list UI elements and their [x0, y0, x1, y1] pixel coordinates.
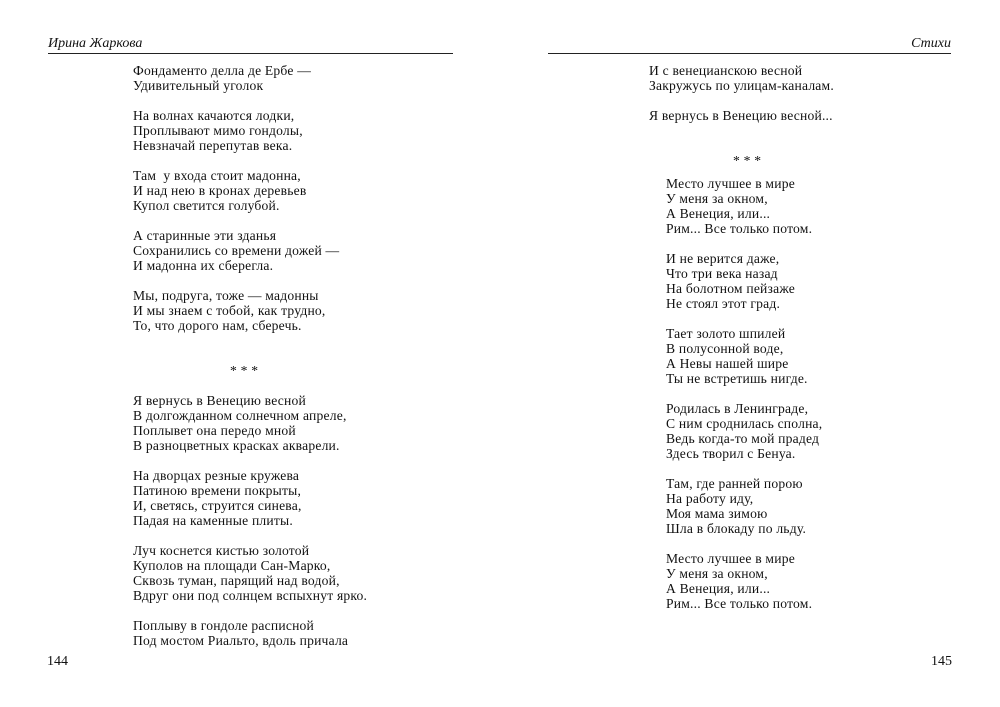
poem-line: И не верится даже,: [666, 251, 780, 266]
poem-line: Что три века назад: [666, 266, 778, 281]
poem-line: Мы, подруга, тоже — мадонны: [133, 288, 319, 303]
poem-line: С ним сроднилась сполна,: [666, 416, 823, 431]
poem-line: На болотном пейзаже: [666, 281, 795, 296]
poem-line: А Венеция, или...: [666, 581, 771, 596]
poem-line: Луч коснется кистью золотой: [133, 543, 310, 558]
poem-line: Родилась в Ленинграде,: [666, 401, 809, 416]
poem-line: И мадонна их сберегла.: [133, 258, 274, 273]
poem-line: Поплывет она передо мной: [133, 423, 296, 438]
poem-line: На работу иду,: [666, 491, 754, 506]
poem-line: Ты не встретишь нигде.: [666, 371, 808, 386]
poem-line: В разноцветных красках акварели.: [133, 438, 340, 453]
poem-return-to-venice-continued: [649, 63, 834, 123]
poem-line: Рим... Все только потом.: [666, 596, 813, 611]
poem-line: Под мостом Риальто, вдоль причала: [133, 633, 349, 648]
poem-line: Куполов на площади Сан-Марко,: [133, 558, 331, 573]
poem-line: Удивительный уголок: [133, 78, 264, 93]
poem-line: Не стоял этот град.: [666, 296, 781, 311]
poem-line: И с венецианскою весной: [649, 63, 803, 78]
poem-line: То, что дорого нам, сберечь.: [133, 318, 302, 333]
poem-line: И, светясь, струится синева,: [133, 498, 302, 513]
poem-line: Сквозь туман, парящий над водой,: [133, 573, 340, 588]
poem-line: Моя мама зимою: [666, 506, 768, 521]
left-page-text: [133, 63, 367, 648]
poem-line: Я вернусь в Венецию весной: [133, 393, 306, 408]
poem-line: И над нею в кронах деревьев: [133, 183, 307, 198]
section-divider-stars: * * *: [230, 363, 259, 378]
poem-line: Патиною времени покрыты,: [133, 483, 302, 498]
poem-line: А Венеция, или...: [666, 206, 771, 221]
poem-line: И мы знаем с тобой, как трудно,: [133, 303, 326, 318]
right-page-text: [649, 63, 834, 611]
poem-line: А Невы нашей шире: [666, 356, 789, 371]
poem-line: Место лучшее в мире: [666, 176, 795, 191]
poem-line: Купол светится голубой.: [133, 198, 280, 213]
poem-line: Падая на каменные плиты.: [133, 513, 293, 528]
poem-line: Тает золото шпилей: [666, 326, 786, 341]
poem-line: Там, где ранней порою: [666, 476, 803, 491]
poem-line: Рим... Все только потом.: [666, 221, 813, 236]
poem-line: Ведь когда-то мой прадед: [666, 431, 820, 446]
poem-line: Шла в блокаду по льду.: [666, 521, 807, 536]
poem-best-place-in-world: [649, 176, 834, 611]
poem-line: Там у входа стоит мадонна,: [133, 168, 301, 183]
right-page: [500, 0, 1000, 707]
poem-line: Поплыву в гондоле расписной: [133, 618, 315, 633]
running-head-author: Ирина Жаркова: [48, 36, 453, 54]
poem-line: На дворцах резные кружева: [133, 468, 300, 483]
poem-line: Фондаменто делла де Ербе —: [133, 63, 311, 78]
poem-line: Здесь творил с Бенуа.: [666, 446, 796, 461]
poem-line: Невзначай перепутав века.: [133, 138, 293, 153]
poem-line: Проплывают мимо гондолы,: [133, 123, 303, 138]
poem-line: Сохранились со времени дожей —: [133, 243, 340, 258]
poem-line: Я вернусь в Венецию весной...: [649, 108, 833, 123]
poem-line: А старинные эти зданья: [133, 228, 277, 243]
poem-line: Место лучшее в мире: [666, 551, 795, 566]
poem-line: На волнах качаются лодки,: [133, 108, 295, 123]
poem-venice-fondamenta: [133, 63, 367, 333]
poem-line: В долгожданном солнечном апреле,: [133, 408, 347, 423]
poem-line: В полусонной воде,: [666, 341, 784, 356]
running-head-section: Стихи: [548, 36, 951, 54]
page-number-left: 144: [47, 654, 68, 669]
section-divider-stars: * * *: [733, 153, 762, 168]
poem-line: У меня за окном,: [666, 191, 768, 206]
poem-line: Закружусь по улицам-каналам.: [649, 78, 834, 93]
poem-line: У меня за окном,: [666, 566, 768, 581]
poem-return-to-venice: [133, 393, 367, 648]
page-number-right: 145: [931, 654, 952, 669]
poem-line: Вдруг они под солнцем вспыхнут ярко.: [133, 588, 368, 603]
